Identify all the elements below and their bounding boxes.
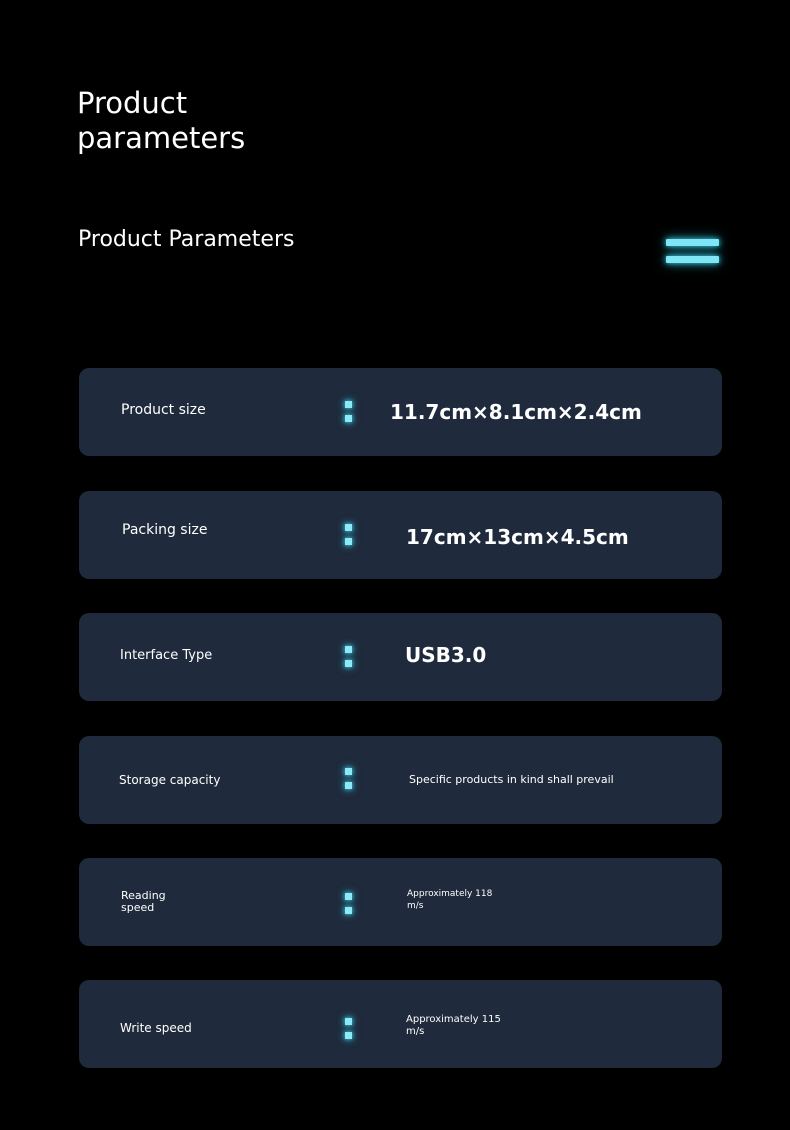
param-row-reading-speed bbox=[79, 858, 722, 946]
param-value: 11.7cm×8.1cm×2.4cm bbox=[390, 400, 642, 424]
colon-icon bbox=[345, 893, 352, 915]
param-value: Approximately 118 m/s bbox=[407, 889, 493, 911]
param-row-interface-type bbox=[79, 613, 722, 701]
menu-bar-top bbox=[666, 239, 719, 246]
colon-icon bbox=[345, 524, 352, 546]
colon-icon bbox=[345, 768, 352, 790]
param-value: Specific products in kind shall prevail bbox=[409, 772, 614, 786]
param-row-product-size bbox=[79, 368, 722, 456]
param-label: Write speed bbox=[120, 1021, 192, 1035]
param-label: Product size bbox=[121, 402, 206, 418]
page-title: Product parameters bbox=[77, 86, 246, 155]
colon-icon bbox=[345, 1018, 352, 1040]
menu-bar-bottom bbox=[666, 256, 719, 263]
param-label: Reading speed bbox=[121, 889, 166, 914]
section-title: Product Parameters bbox=[78, 227, 295, 252]
param-value: 17cm×13cm×4.5cm bbox=[406, 525, 629, 549]
param-value: USB3.0 bbox=[405, 643, 487, 667]
param-row-packing-size bbox=[79, 491, 722, 579]
param-label: Interface Type bbox=[120, 647, 213, 663]
colon-icon bbox=[345, 646, 352, 668]
param-row-storage-capacity bbox=[79, 736, 722, 824]
param-label: Packing size bbox=[122, 522, 208, 538]
colon-icon bbox=[345, 401, 352, 423]
param-value: Approximately 115 m/s bbox=[406, 1014, 501, 1037]
menu-icon[interactable] bbox=[666, 239, 719, 265]
param-row-write-speed bbox=[79, 980, 722, 1068]
param-label: Storage capacity bbox=[119, 773, 221, 787]
